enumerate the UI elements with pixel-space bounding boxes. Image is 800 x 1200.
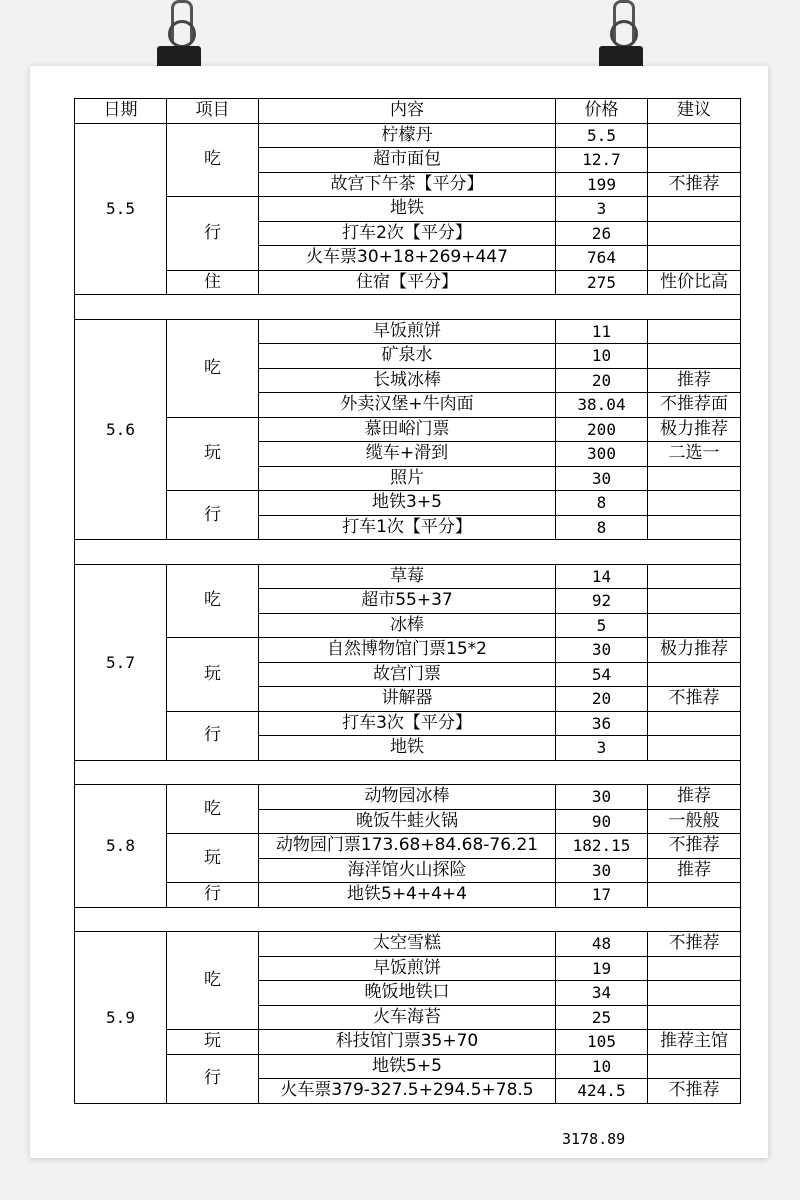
advice-cell: 推荐 [648,368,741,393]
price-cell: 3 [556,197,648,222]
header-category: 项目 [167,99,259,124]
content-cell: 地铁5+4+4+4 [259,883,556,908]
price-cell: 8 [556,515,648,540]
category-cell: 行 [167,883,259,908]
content-cell: 火车票379-327.5+294.5+78.5 [259,1079,556,1104]
advice-cell: 推荐 [648,858,741,883]
advice-cell: 二选一 [648,442,741,467]
spacer-cell [75,907,741,932]
price-cell: 200 [556,417,648,442]
expense-table [74,98,741,1104]
price-cell: 10 [556,344,648,369]
content-cell: 早饭煎饼 [259,319,556,344]
date-cell: 5.8 [75,785,167,908]
advice-cell [648,466,741,491]
advice-cell [648,491,741,516]
table-row [75,319,741,344]
price-cell: 26 [556,221,648,246]
category-cell: 吃 [167,319,259,417]
category-cell: 玩 [167,638,259,712]
content-cell: 讲解器 [259,687,556,712]
advice-cell [648,589,741,614]
price-cell: 11 [556,319,648,344]
content-cell: 慕田峪门票 [259,417,556,442]
advice-cell: 推荐主馆 [648,1030,741,1055]
spacer-row [75,907,741,932]
content-cell: 外卖汉堡+牛肉面 [259,393,556,418]
price-cell: 12.7 [556,148,648,173]
content-cell: 故宫下午茶【平分】 [259,172,556,197]
content-cell: 晚饭牛蛙火锅 [259,809,556,834]
advice-cell: 不推荐 [648,834,741,859]
category-cell: 吃 [167,123,259,197]
content-cell: 缆车+滑到 [259,442,556,467]
price-cell: 275 [556,270,648,295]
advice-cell [648,344,741,369]
content-cell: 火车海苔 [259,1005,556,1030]
content-cell: 地铁5+5 [259,1054,556,1079]
content-cell: 打车3次【平分】 [259,711,556,736]
advice-cell [648,123,741,148]
category-cell: 玩 [167,834,259,883]
price-cell: 30 [556,858,648,883]
date-cell: 5.6 [75,319,167,540]
price-cell: 182.15 [556,834,648,859]
content-cell: 柠檬丹 [259,123,556,148]
clip-ring [168,20,196,48]
price-cell: 30 [556,785,648,810]
advice-cell: 不推荐 [648,687,741,712]
price-cell: 38.04 [556,393,648,418]
advice-cell [648,515,741,540]
content-cell: 火车票30+18+269+447 [259,246,556,271]
advice-cell [648,1005,741,1030]
advice-cell [648,981,741,1006]
advice-cell: 一般般 [648,809,741,834]
header-date: 日期 [75,99,167,124]
table-body [75,123,741,1103]
price-cell: 10 [556,1054,648,1079]
content-cell: 动物园冰棒 [259,785,556,810]
table-row [75,417,741,442]
advice-cell [648,1054,741,1079]
advice-cell: 不推荐 [648,1079,741,1104]
content-cell: 打车1次【平分】 [259,515,556,540]
category-cell: 吃 [167,785,259,834]
content-cell: 照片 [259,466,556,491]
binder-clip-left [157,0,201,68]
content-cell: 地铁 [259,197,556,222]
content-cell: 科技馆门票35+70 [259,1030,556,1055]
spacer-cell [75,295,741,320]
spacer-cell [75,540,741,565]
advice-cell [648,319,741,344]
advice-cell [648,148,741,173]
advice-cell: 不推荐 [648,172,741,197]
content-cell: 地铁 [259,736,556,761]
table-row [75,932,741,957]
content-cell: 长城冰棒 [259,368,556,393]
clip-ring [610,20,638,48]
table-row [75,834,741,859]
clip-jaw [157,46,201,68]
price-cell: 3 [556,736,648,761]
advice-cell: 极力推荐 [648,417,741,442]
price-cell: 8 [556,491,648,516]
grand-total: 3178.89 [562,1130,626,1148]
price-cell: 199 [556,172,648,197]
advice-cell: 性价比高 [648,270,741,295]
price-cell: 5 [556,613,648,638]
content-cell: 打车2次【平分】 [259,221,556,246]
table-row [75,123,741,148]
category-cell: 住 [167,270,259,295]
content-cell: 超市面包 [259,148,556,173]
advice-cell [648,197,741,222]
table-row [75,638,741,663]
clip-jaw [599,46,643,68]
price-cell: 54 [556,662,648,687]
advice-cell [648,711,741,736]
price-cell: 36 [556,711,648,736]
price-cell: 30 [556,466,648,491]
advice-cell [648,246,741,271]
table-row [75,197,741,222]
advice-cell: 极力推荐 [648,638,741,663]
price-cell: 20 [556,368,648,393]
advice-cell [648,883,741,908]
advice-cell [648,564,741,589]
price-cell: 764 [556,246,648,271]
spacer-row [75,295,741,320]
content-cell: 晚饭地铁口 [259,981,556,1006]
category-cell: 行 [167,711,259,760]
category-cell: 行 [167,1054,259,1103]
table-row [75,1054,741,1079]
table-row [75,564,741,589]
category-cell: 行 [167,197,259,271]
content-cell: 自然博物馆门票15*2 [259,638,556,663]
paper-sheet [30,66,768,1158]
header-price: 价格 [556,99,648,124]
price-cell: 14 [556,564,648,589]
content-cell: 草莓 [259,564,556,589]
category-cell: 玩 [167,417,259,491]
table-row [75,711,741,736]
price-cell: 48 [556,932,648,957]
price-cell: 34 [556,981,648,1006]
advice-cell [648,736,741,761]
category-cell: 吃 [167,564,259,638]
binder-clip-right [599,0,643,68]
content-cell: 故宫门票 [259,662,556,687]
category-cell: 吃 [167,932,259,1030]
price-cell: 25 [556,1005,648,1030]
content-cell: 超市55+37 [259,589,556,614]
advice-cell [648,613,741,638]
table-row [75,883,741,908]
header-row [75,99,741,124]
table-row [75,270,741,295]
content-cell: 早饭煎饼 [259,956,556,981]
table-row [75,785,741,810]
advice-cell [648,221,741,246]
category-cell: 玩 [167,1030,259,1055]
advice-cell: 推荐 [648,785,741,810]
content-cell: 太空雪糕 [259,932,556,957]
table-row [75,1030,741,1055]
advice-cell: 不推荐 [648,932,741,957]
header-content: 内容 [259,99,556,124]
advice-cell [648,662,741,687]
spacer-row [75,540,741,565]
price-cell: 17 [556,883,648,908]
price-cell: 19 [556,956,648,981]
date-cell: 5.5 [75,123,167,295]
advice-cell [648,956,741,981]
price-cell: 424.5 [556,1079,648,1104]
content-cell: 海洋馆火山探险 [259,858,556,883]
spacer-row [75,760,741,785]
price-cell: 300 [556,442,648,467]
price-cell: 20 [556,687,648,712]
spacer-cell [75,760,741,785]
content-cell: 冰棒 [259,613,556,638]
price-cell: 90 [556,809,648,834]
content-cell: 矿泉水 [259,344,556,369]
price-cell: 30 [556,638,648,663]
table-row [75,491,741,516]
advice-cell: 不推荐面 [648,393,741,418]
content-cell: 住宿【平分】 [259,270,556,295]
price-cell: 105 [556,1030,648,1055]
content-cell: 动物园门票173.68+84.68-76.21 [259,834,556,859]
date-cell: 5.7 [75,564,167,760]
category-cell: 行 [167,491,259,540]
date-cell: 5.9 [75,932,167,1104]
price-cell: 92 [556,589,648,614]
header-advice: 建议 [648,99,741,124]
price-cell: 5.5 [556,123,648,148]
content-cell: 地铁3+5 [259,491,556,516]
